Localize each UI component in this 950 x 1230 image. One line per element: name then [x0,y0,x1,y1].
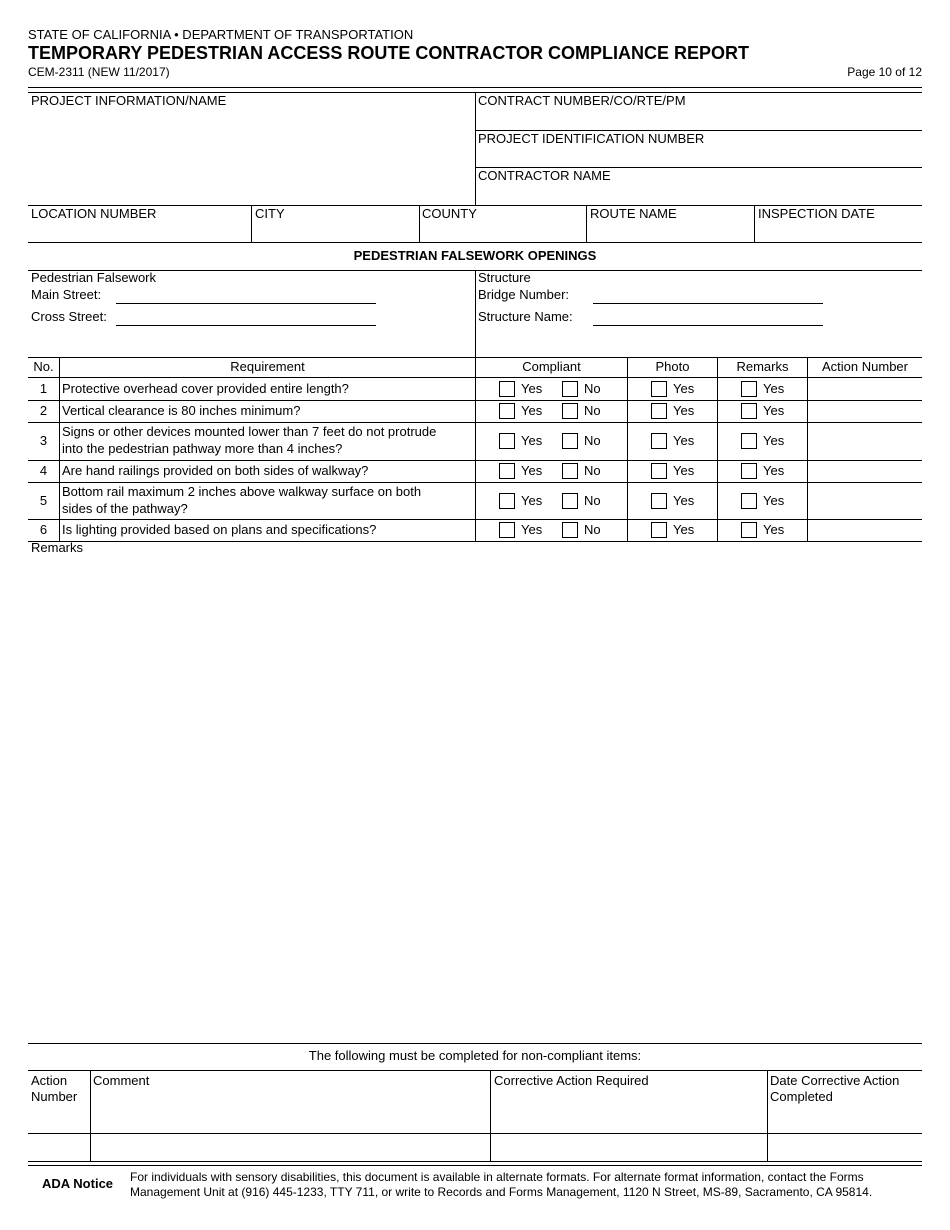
requirement-line: sides of the pathway? [62,501,188,516]
action-number-cell[interactable] [808,519,922,541]
compliant-yes-checkbox[interactable] [499,463,515,479]
project-id-field[interactable] [476,131,922,167]
remarks-yes-checkbox[interactable] [741,381,757,397]
row-number: 3 [39,433,48,448]
noncompliant-title: The following must be completed for non-compliant items: [308,1048,642,1063]
remarks-label: Remarks [31,540,84,555]
action-number-header-line-1: Action [31,1073,68,1088]
action-number-cell[interactable] [808,378,922,400]
checkbox-label: No [584,493,601,508]
ada-notice-text [130,1170,872,1200]
compliant-yes-checkbox[interactable] [499,381,515,397]
col-header-photo: Photo [655,359,690,374]
location-number-label: LOCATION NUMBER [31,206,157,221]
requirement-text [62,380,349,397]
checkbox-label: Yes [763,522,785,537]
compliant-no-checkbox[interactable] [562,522,578,538]
corrective-action-input[interactable] [491,1134,767,1161]
checkbox-label: Yes [673,403,695,418]
remarks-yes-checkbox[interactable] [741,493,757,509]
inspection-date-label: INSPECTION DATE [758,206,875,221]
checkbox-label: No [584,463,601,478]
divider [28,1165,922,1166]
top-rule-1 [28,87,922,88]
compliant-no-checkbox[interactable] [562,493,578,509]
checkbox-label: Yes [763,381,785,396]
compliant-yes-checkbox[interactable] [499,403,515,419]
divider [28,357,922,358]
structure-name-input[interactable] [593,325,823,326]
action-number-header-line-2: Number [31,1089,78,1104]
bridge-number-label: Bridge Number: [478,287,570,302]
form-number: CEM-2311 (NEW 11/2017) [28,65,170,79]
compliant-yes-checkbox[interactable] [499,493,515,509]
compliant-no-checkbox[interactable] [562,433,578,449]
row-divider [28,519,922,520]
requirement-text [62,483,421,517]
cross-street-label: Cross Street: [31,309,107,324]
county-label: COUNTY [422,206,477,221]
row-number: 5 [39,493,48,508]
checkbox-label: Yes [763,403,785,418]
divider [717,358,718,541]
photo-yes-checkbox[interactable] [651,403,667,419]
comment-header: Comment [93,1073,150,1088]
divider [28,242,922,243]
col-header-compliant: Compliant [522,359,581,374]
inspection-date-field[interactable] [755,206,922,242]
checkbox-label: Yes [763,433,785,448]
divider [28,1070,922,1071]
row-number: 2 [39,403,48,418]
remarks-yes-checkbox[interactable] [741,522,757,538]
comment-input[interactable] [91,1134,490,1161]
photo-yes-checkbox[interactable] [651,433,667,449]
checkbox-label: Yes [673,522,695,537]
col-header-requirement: Requirement [230,359,305,374]
project-info-label: PROJECT INFORMATION/NAME [31,93,227,108]
main-street-label: Main Street: [31,287,102,302]
requirement-line: into the pedestrian pathway more than 4 inches? [62,441,343,456]
photo-yes-checkbox[interactable] [651,381,667,397]
checkbox-label: No [584,522,601,537]
checkbox-label: Yes [521,493,543,508]
row-divider [28,400,922,401]
route-name-label: ROUTE NAME [590,206,677,221]
action-number-cell[interactable] [808,482,922,519]
ada-notice-line-1: For individuals with sensory disabilities, this document is available in alternate formats. For alternate format information, contact the Forms [130,1170,864,1184]
remarks-yes-checkbox[interactable] [741,403,757,419]
divider [59,358,60,541]
main-street-input[interactable] [116,303,376,304]
row-divider [28,460,922,461]
photo-yes-checkbox[interactable] [651,463,667,479]
route-name-field[interactable] [587,206,754,242]
requirement-line: Is lighting provided based on plans and specifications? [62,522,377,537]
compliant-no-checkbox[interactable] [562,463,578,479]
location-number-field[interactable] [28,206,251,242]
requirement-text [62,521,376,538]
divider [28,1161,922,1162]
cross-street-input[interactable] [116,325,376,326]
compliant-no-checkbox[interactable] [562,403,578,419]
requirement-text [62,402,300,419]
photo-yes-checkbox[interactable] [651,522,667,538]
city-label: CITY [255,206,285,221]
checkbox-label: Yes [673,463,695,478]
col-header-no: No. [33,359,54,374]
col-header-remarks: Remarks [736,359,789,374]
divider [627,358,628,541]
city-field[interactable] [252,206,419,242]
date-completed-header [770,1073,899,1105]
photo-yes-checkbox[interactable] [651,493,667,509]
checkbox-label: No [584,403,601,418]
contractor-name-label: CONTRACTOR NAME [478,168,611,183]
checkbox-label: Yes [521,403,543,418]
action-number-cell[interactable] [808,422,922,460]
divider [28,1043,922,1044]
county-field[interactable] [420,206,586,242]
checkbox-label: Yes [521,433,543,448]
requirement-text [62,423,436,457]
action-number-input[interactable] [28,1134,90,1161]
action-number-cell[interactable] [808,460,922,482]
remarks-yes-checkbox[interactable] [741,433,757,449]
col-header-action-number: Action Number [822,359,908,374]
compliant-yes-checkbox[interactable] [499,433,515,449]
requirement-line: Vertical clearance is 80 inches minimum? [62,403,301,418]
checkbox-label: Yes [521,381,543,396]
requirement-text [62,462,368,479]
remarks-area[interactable] [28,556,922,1042]
action-number-cell[interactable] [808,400,922,422]
checkbox-label: Yes [521,463,543,478]
requirement-line: Protective overhead cover provided entire length? [62,381,349,396]
page-number: Page 10 of 12 [847,65,922,79]
divider [28,377,922,378]
checkbox-label: No [584,433,601,448]
checkbox-label: Yes [673,381,695,396]
ada-notice-line-2: Management Unit at (916) 445-1233, TTY 711, or write to Records and Forms Management, 1120 N Street, MS-89, Sacramento, CA 95814. [130,1185,873,1199]
agency-line: STATE OF CALIFORNIA • DEPARTMENT OF TRANSPORTATION [28,27,414,42]
checkbox-label: Yes [763,493,785,508]
ada-notice-label: ADA Notice [42,1176,114,1191]
compliant-no-checkbox[interactable] [562,381,578,397]
checkbox-label: Yes [763,463,785,478]
date-completed-header-line-1: Date Corrective Action [770,1073,900,1088]
requirement-line: Bottom rail maximum 2 inches above walkway surface on both [62,484,422,499]
checkbox-label: Yes [673,433,695,448]
contractor-name-field[interactable] [476,168,922,204]
compliant-yes-checkbox[interactable] [499,522,515,538]
action-number-header [31,1073,77,1105]
date-completed-header-line-2: Completed [770,1089,833,1104]
checkbox-label: Yes [673,493,695,508]
structure-label: Structure [478,270,531,285]
divider [475,271,476,541]
section-title: PEDESTRIAN FALSEWORK OPENINGS [353,248,597,263]
requirement-line: Are hand railings provided on both sides of walkway? [62,463,369,478]
row-number: 1 [39,381,48,396]
checkbox-label: Yes [521,522,543,537]
corrective-action-header: Corrective Action Required [494,1073,649,1088]
project-id-label: PROJECT IDENTIFICATION NUMBER [478,131,705,146]
requirement-line: Signs or other devices mounted lower than 7 feet do not protrude [62,424,437,439]
bridge-number-input[interactable] [593,303,823,304]
structure-name-label: Structure Name: [478,309,573,324]
checkbox-label: No [584,381,601,396]
contract-number-field[interactable] [476,93,922,130]
row-number: 4 [39,463,48,478]
date-completed-input[interactable] [768,1134,922,1161]
contract-number-label: CONTRACT NUMBER/CO/RTE/PM [478,93,686,108]
form-title: TEMPORARY PEDESTRIAN ACCESS ROUTE CONTRACTOR COMPLIANCE REPORT [28,43,750,63]
row-divider [28,541,922,542]
row-number: 6 [39,522,48,537]
remarks-yes-checkbox[interactable] [741,463,757,479]
ped-falsework-label: Pedestrian Falsework [31,270,156,285]
project-info-field[interactable] [28,93,475,205]
